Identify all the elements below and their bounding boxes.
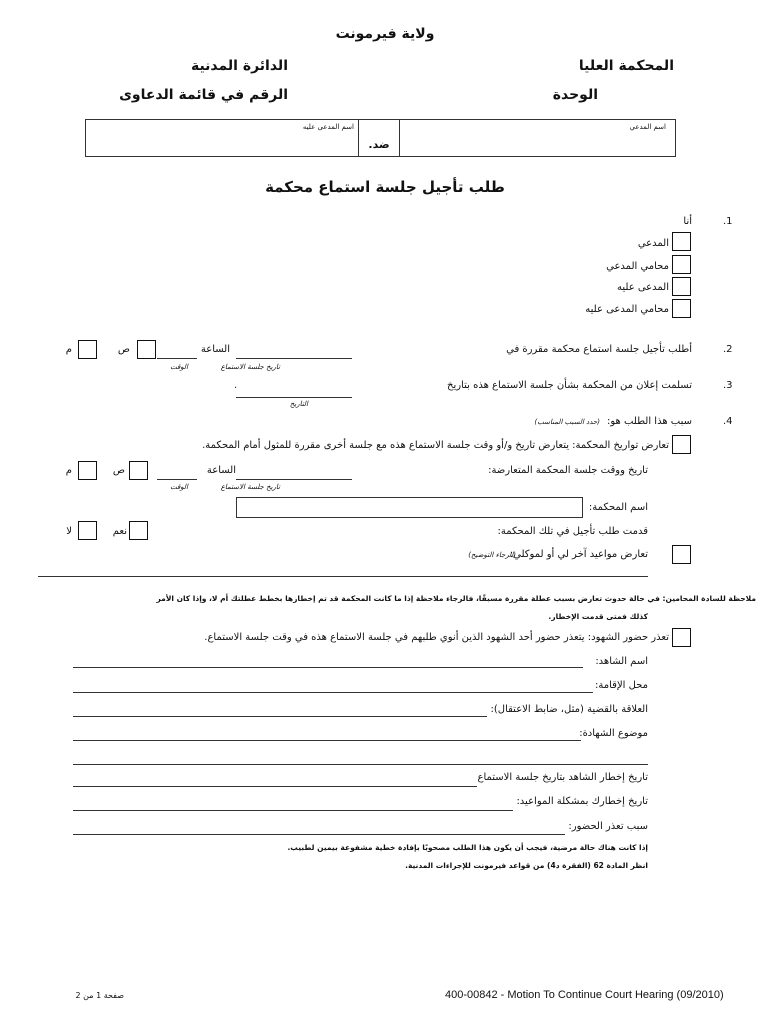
defendant-name-field[interactable] [90, 128, 355, 154]
plaintiff-name-field[interactable] [400, 128, 670, 154]
versus-label: ضد. [368, 138, 390, 151]
unit-label: الوحدة [552, 87, 598, 103]
superior-court-label: المحكمة العليا [578, 58, 674, 74]
caption-divider-left [358, 119, 359, 157]
item-1-text: أنا [683, 216, 692, 227]
conflict-am-label: ص [112, 465, 125, 476]
item-3-period: . [234, 380, 238, 391]
hour-label: الساعة [200, 344, 230, 355]
witness-text: تعذر حضور الشهود: يتعذر حضور أحد الشهود الذين أنوي طلبهم في جلسة الاستماع هذه في وقت جلسة الاستماع. [204, 632, 669, 643]
witness-residence-line[interactable] [73, 692, 593, 693]
testimony-line-1[interactable] [73, 740, 581, 741]
court-conflict-text: تعارض تواريخ المحكمة: يتعارض تاريخ و/أو وقت جلسة الاستماع هذه مع جلسة أخرى مقررة للمثول أمام المحكمة. [202, 440, 669, 451]
am-checkbox[interactable] [137, 340, 156, 359]
explain-hint: (الرجاء التوضيح) [468, 551, 516, 559]
testimony-line-2[interactable] [73, 764, 648, 765]
medical-note: إذا كانت هناك حالة مرضية، فيجب أن يكون هذا الطلب مصحوبًا بإفادة خطية مشفوعة بيمين لطبيب. [287, 843, 648, 852]
item-4-hint: (حدد السبب المناسب) [534, 418, 600, 426]
conflict-time-line[interactable] [157, 479, 197, 480]
witness-notified-label: تاريخ إخطار الشاهد بتاريخ جلسة الاستماع [477, 772, 648, 783]
court-name-label: اسم المحكمة: [588, 502, 648, 513]
testimony-label: موضوع الشهادة: [579, 728, 648, 739]
item-2-text: أطلب تأجيل جلسة استماع محكمة مقررة في [506, 344, 692, 355]
filed-no-checkbox[interactable] [78, 521, 97, 540]
other-conflict-line[interactable] [38, 576, 648, 577]
conflict-pm-checkbox[interactable] [78, 461, 97, 480]
conflict-pm-label: م [65, 465, 72, 476]
witness-checkbox[interactable] [672, 628, 691, 647]
plaintiff-option-label: المدعي [637, 238, 669, 249]
defendant-option-label: المدعى عليه [617, 282, 669, 293]
absence-reason-line[interactable] [73, 834, 565, 835]
absence-reason-label: سبب تعذر الحضور: [568, 821, 648, 832]
conflict-datetime-label: تاريخ ووقت جلسة المحكمة المتعارضة: [488, 465, 648, 476]
attorney-note-line-2: كذلك فمتى قدمت الإخطار. [548, 612, 648, 621]
item-4-number: .4 [723, 416, 733, 427]
plaintiff-checkbox[interactable] [672, 232, 691, 251]
form-title: طلب تأجيل جلسة استماع محكمة [265, 178, 505, 196]
pm-label: م [65, 344, 72, 355]
witness-notified-line[interactable] [73, 786, 477, 787]
form-number: 400-00842 - Motion To Continue Court Hearing (09/2010) [445, 989, 724, 1001]
civil-division-label: الدائرة المدنية [190, 58, 288, 74]
defendant-name-label: اسم المدعى عليه [302, 123, 354, 131]
item-1-number: .1 [723, 216, 733, 227]
witness-relation-label: العلاقة بالقضية (مثل، ضابط الاعتقال): [490, 704, 648, 715]
page-number: صفحة 1 من 2 [75, 991, 124, 1000]
court-conflict-checkbox[interactable] [672, 435, 691, 454]
other-conflict-text: تعارض مواعيد آخر لي أو لموكلي: [509, 549, 648, 560]
item-3-number: .3 [723, 380, 733, 391]
pm-checkbox[interactable] [78, 340, 97, 359]
defendant-attorney-option-label: محامي المدعى عليه [585, 304, 669, 315]
your-notice-line[interactable] [73, 810, 513, 811]
notice-date-line[interactable] [236, 397, 352, 398]
witness-residence-label: محل الإقامة: [595, 680, 648, 691]
docket-label: الرقم في قائمة الدعاوى [119, 87, 288, 103]
notice-date-hint: التاريخ [289, 400, 308, 408]
witness-relation-line[interactable] [73, 716, 487, 717]
conflict-am-checkbox[interactable] [129, 461, 148, 480]
am-label: ص [117, 344, 130, 355]
filed-yes-label: نعم [112, 526, 127, 537]
your-notice-label: تاريخ إخطارك بمشكلة المواعيد: [516, 796, 648, 807]
plaintiff-attorney-checkbox[interactable] [672, 255, 691, 274]
hearing-date-hint: تاريخ جلسة الاستماع [220, 363, 280, 371]
filed-label: قدمت طلب تأجيل في تلك المحكمة: [497, 526, 648, 537]
hearing-time-line[interactable] [157, 358, 197, 359]
hearing-date-line[interactable] [236, 358, 352, 359]
item-4-text: سبب هذا الطلب هو: [606, 416, 692, 427]
defendant-checkbox[interactable] [672, 277, 691, 296]
filed-no-label: لا [66, 526, 72, 537]
defendant-attorney-checkbox[interactable] [672, 299, 691, 318]
state-heading: ولاية فيرمونت [335, 26, 435, 42]
other-conflict-checkbox[interactable] [672, 545, 691, 564]
witness-name-line[interactable] [73, 667, 583, 668]
item-2-number: .2 [723, 344, 733, 355]
rule-reference: انظر المادة 62 (الفقرة د4) من قواعد فيرمونت للإجراءات المدنية. [405, 861, 648, 870]
witness-name-label: اسم الشاهد: [595, 656, 648, 667]
plaintiff-name-label: اسم المدعي [629, 123, 666, 131]
time-hint: الوقت [170, 363, 188, 371]
court-name-input[interactable] [236, 497, 583, 518]
conflict-date-line[interactable] [236, 479, 352, 480]
conflict-time-hint: الوقت [170, 483, 188, 491]
conflict-date-hint: تاريخ جلسة الاستماع [220, 483, 280, 491]
attorney-note-line-1: ملاحظة للسادة المحامين: في حالة حدوث تعارض بسبب عطلة مقررة مسبقًا، فالرجاء ملاحظة إذا ما كانت المحكمة قد تم إخطارها بخطط عطلتك أم لا، وإذا كان الأمر [156, 594, 756, 603]
plaintiff-attorney-option-label: محامي المدعي [606, 261, 669, 272]
filed-yes-checkbox[interactable] [129, 521, 148, 540]
item-3-text: تسلمت إعلان من المحكمة بشأن جلسة الاستماع هذه بتاريخ [446, 380, 692, 391]
conflict-hour-label: الساعة [206, 465, 236, 476]
